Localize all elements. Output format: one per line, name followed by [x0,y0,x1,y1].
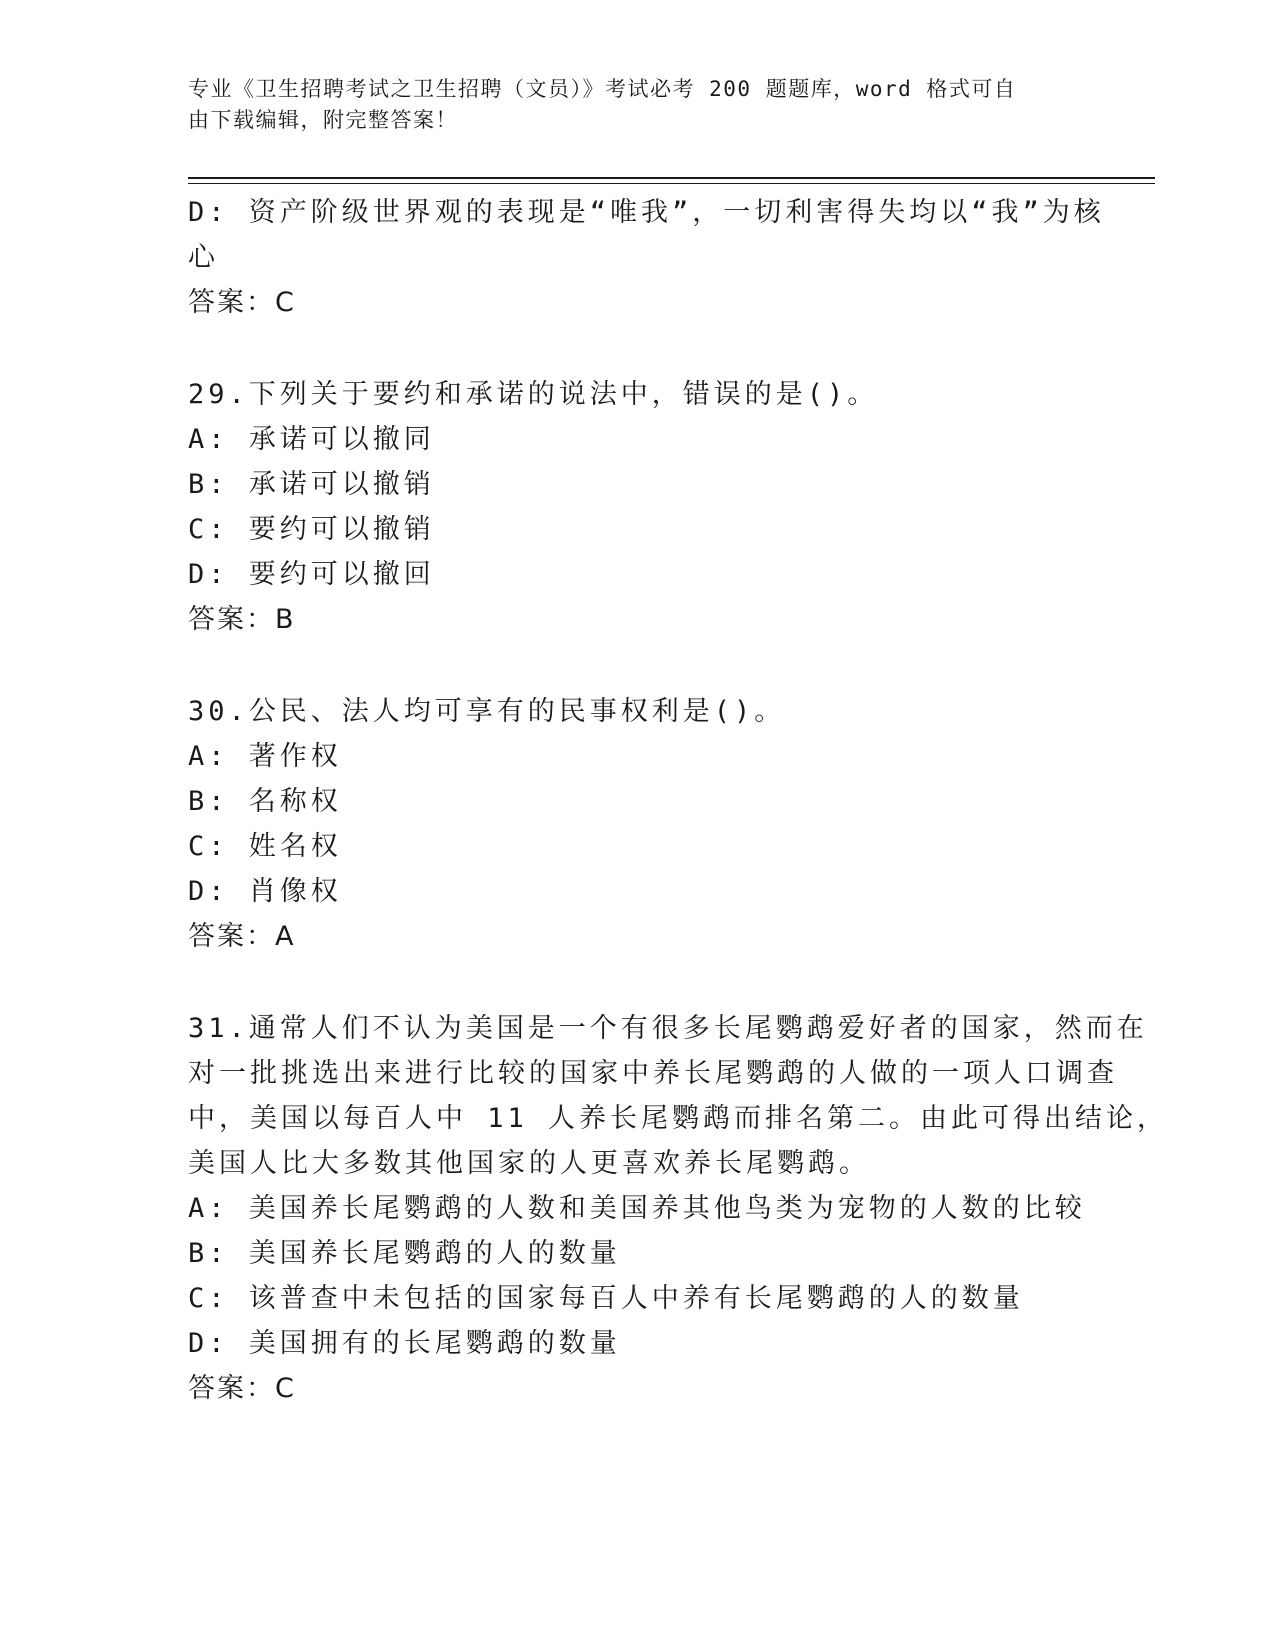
option-b: B: 名称权 [188,786,342,817]
option-d: D: 美国拥有的长尾鹦鹉的数量 [188,1328,621,1359]
option-b: B: 承诺可以撤销 [188,469,435,500]
option-d: D: 资产阶级世界观的表现是“唯我”，一切利害得失均以“我”为核 [188,197,1105,228]
spacer [188,960,1088,1006]
option-c: C: 姓名权 [188,831,342,862]
question-stem-line-4: 美国人比大多数其他国家的人更喜欢养长尾鹦鹉。 [188,1148,870,1179]
option-d-continuation: 心 [188,242,219,273]
header-line-2: 由下载编辑，附完整答案！ [188,108,458,132]
header-divider-thin [188,183,1155,184]
option-c: C: 要约可以撤销 [188,514,435,545]
spacer [188,643,1088,689]
question-stem: 29.下列关于要约和承诺的说法中，错误的是()。 [188,379,879,410]
question-stem: 30.公民、法人均可享有的民事权利是()。 [188,696,786,727]
spacer [188,326,1088,372]
option-d: D: 肖像权 [188,876,342,907]
question-31 [188,1006,1169,1412]
header-divider-thick [188,177,1155,179]
option-a: A: 承诺可以撤同 [188,424,435,455]
question-stem-line-3: 中，美国以每百人中 11 人养长尾鹦鹉而排名第二。由此可得出结论， [188,1103,1169,1134]
option-c: C: 该普查中未包括的国家每百人中养有长尾鹦鹉的人的数量 [188,1283,1024,1314]
option-a: A: 著作权 [188,741,342,772]
option-a: A: 美国养长尾鹦鹉的人数和美国养其他鸟类为宠物的人数的比较 [188,1193,1086,1224]
answer-line: 答案：A [188,921,296,952]
carryover-question-tail [188,190,1105,326]
answer-line: 答案：C [188,1373,296,1404]
answer-line: 答案：B [188,604,296,635]
question-29 [188,372,1088,643]
question-stem-line-1: 31.通常人们不认为美国是一个有很多长尾鹦鹉爱好者的国家，然而在 [188,1013,1148,1044]
option-d: D: 要约可以撤回 [188,559,435,590]
question-30 [188,689,1088,960]
question-list [188,190,1169,1412]
page-header [188,74,1068,136]
answer-line: 答案：C [188,287,296,318]
question-stem-line-2: 对一批挑选出来进行比较的国家中养长尾鹦鹉的人做的一项人口调查 [188,1058,1118,1089]
header-line-1: 专业《卫生招聘考试之卫生招聘（文员）》考试必考 200 题题库，word 格式可自 [188,77,1017,101]
option-b: B: 美国养长尾鹦鹉的人的数量 [188,1238,621,1269]
